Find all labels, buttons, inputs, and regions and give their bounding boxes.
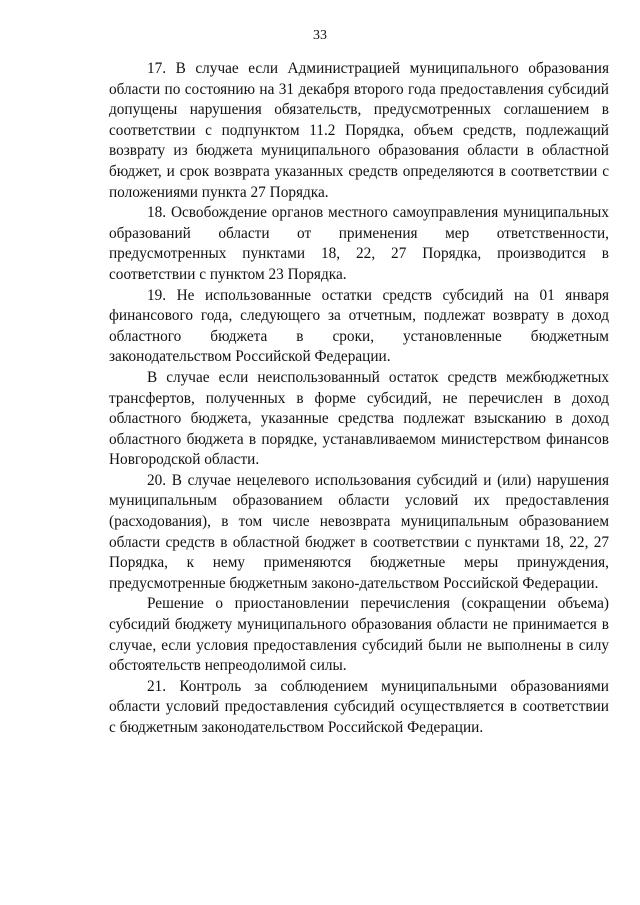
paragraph-18: 18. Освобождение органов местного самоуправления муниципальных образований области от применения мер ответственности, предусмотренных пунктами 18, 22, 27 Порядка, производится в соответствии с пунктом 23 Порядка.	[109, 204, 609, 283]
paragraph-19-continued: В случае если неиспользованный остаток средств межбюджетных трансфертов, полученных в форме субсидий, не перечислен в доход областного бюджета, указанные средства подлежат взысканию в доход областного бюджета в порядке, устанавливаемом министерством финансов Новгородской области.	[109, 368, 609, 469]
paragraph-19: 19. Не использованные остатки средств субсидий на 01 января финансового года, следующего за отчетным, подлежат возврату в доход областного бюджета в сроки, установленные бюджетным законодательством Российской Федерации.	[109, 286, 609, 366]
paragraph-17: 17. В случае если Администрацией муниципального образования области по состоянию на 31 декабря второго года предоставления субсидий допущены нарушения обязательств, предусмотренных соглашением в соответствии с подпунктом 11.2 Порядка, объем средств, подлежащий возврату из бюджета муниципального образования области в областной бюджет, и срок возврата указанных средств определяются в соответствии с положениями пункта 27 Порядка.	[109, 60, 609, 201]
paragraph-20-continued: Решение о приостановлении перечисления (сокращении объема) субсидий бюджету муниципального образования области не принимается в случае, если условия предоставления субсидий были не выполнены в силу обстоятельств непреодолимой силы.	[109, 595, 609, 675]
document-body	[109, 59, 609, 739]
page-number: 33	[313, 28, 327, 43]
paragraph-21: 21. Контроль за соблюдением муниципальными образованиями области условий предоставления субсидий осуществляется в соответствии с бюджетным законодательством Российской Федерации.	[109, 677, 609, 736]
paragraph-20: 20. В случае нецелевого использования субсидий и (или) нарушения муниципальным образованием области условий их предоставления (расходования), в том числе невозврата муниципальным образованием области средств в областной бюджет в соответствии с пунктами 18, 22, 27 Порядка, к нему применяются бюджетные меры принуждения, предусмотренные бюджетным законо-дательством Российской Федерации.	[109, 471, 609, 592]
